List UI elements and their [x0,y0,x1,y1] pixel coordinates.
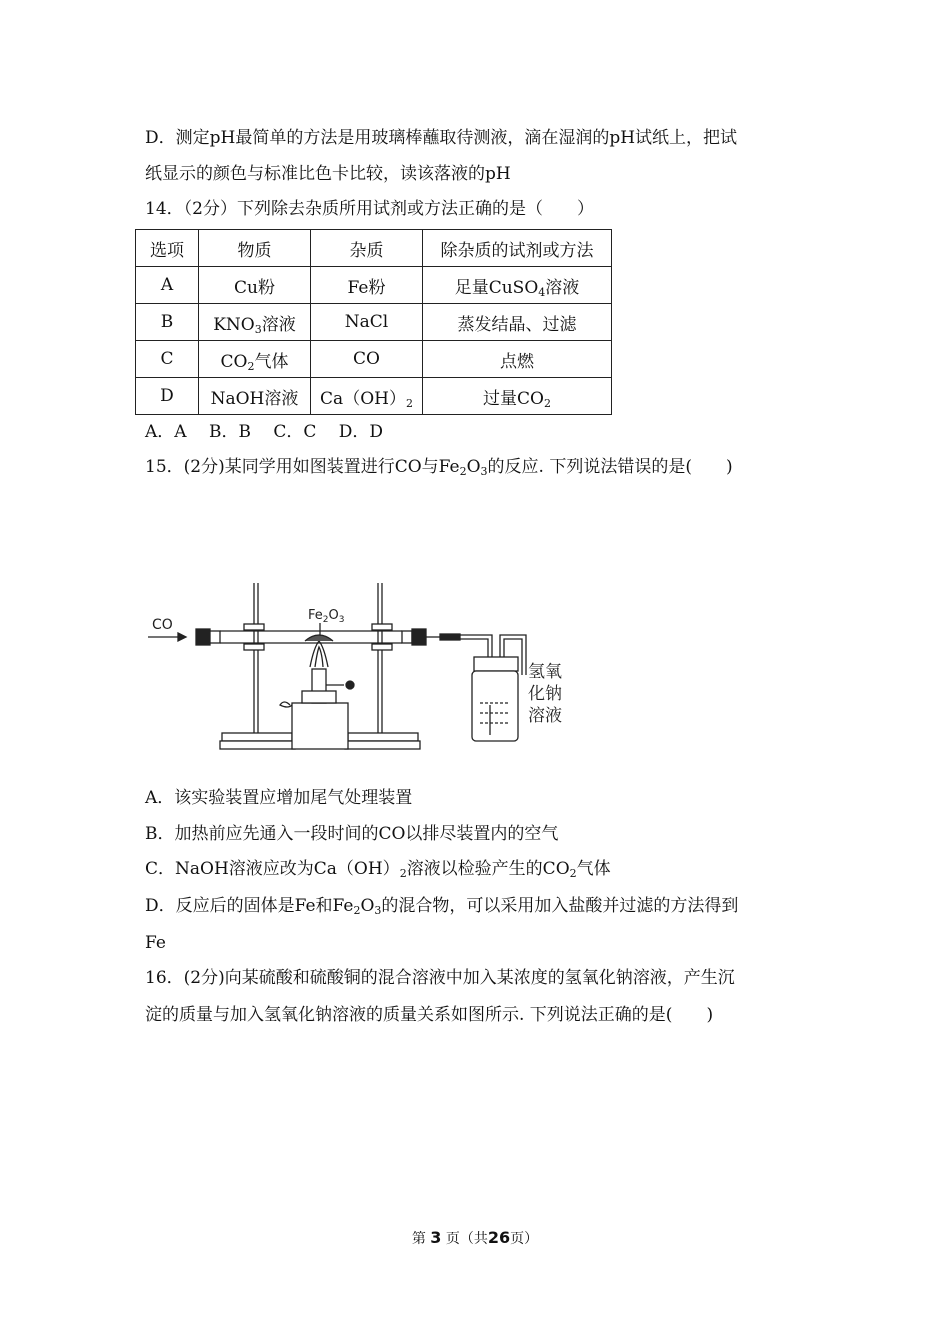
header-cell: 选项 [136,230,199,267]
option-text: 溶液以检验产生的CO [406,859,570,879]
question-16-line1: 16．(2分)向某硫酸和硫酸铜的混合溶液中加入某浓度的氢氧化钠溶液，产生沉 [145,968,735,988]
table-cell [199,341,311,378]
table-cell [136,304,199,341]
cell-subscript: 4 [538,285,546,299]
header-cell: 除杂质的试剂或方法 [423,230,612,267]
fe2o3-label-part: Fe [308,608,323,623]
option-text: C．NaOH溶液应改为Ca（OH） [145,859,400,879]
table-cell [311,341,423,378]
page-number: 3 [430,1228,442,1247]
option-text: O [360,896,375,916]
question-16-line2: 淀的质量与加入氢氧化钠溶液的质量关系如图所示. 下列说法正确的是( ) [145,1005,714,1025]
question-14-options: A．A B．B C．C D．D [145,422,384,442]
co-label: CO [152,617,173,633]
cell-text: B [160,312,174,332]
cell-text: 气体 [254,351,289,372]
subscript: 2 [569,867,577,880]
cell-text: A [160,275,174,295]
table-cell [199,378,311,415]
table-row [136,378,612,415]
table-row [136,304,612,341]
footer-text: 页（共 [445,1231,488,1247]
footer-text: 第 [411,1231,426,1247]
cell-text: D [160,386,174,406]
cell-text: C [160,349,174,369]
cell-text: 足量CuSO [454,277,539,298]
option-15b: B．加热前应先通入一段时间的CO以排尽装置内的空气 [145,824,559,844]
option-15d-line2: Fe [145,933,166,953]
table-cell [423,267,612,304]
table-cell [136,267,199,304]
option-15d [145,894,738,918]
stem-text: 15．(2分)某同学用如图装置进行CO与Fe [145,457,460,477]
cell-subscript: 3 [254,322,262,336]
cell-subscript: 2 [543,396,551,410]
option-text: 的混合物，可以采用加入盐酸并过滤的方法得到 [381,896,739,916]
table-cell [311,378,423,415]
naoh-label-line2: 化钠 [528,684,562,704]
table-cell [311,267,423,304]
option-d-line2: 纸显示的颜色与标准比色卡比较，读该落液的pH [145,164,511,184]
cell-text: 过量CO [483,388,544,409]
stem-text: 的反应. 下列说法错误的是( ) [487,457,733,477]
table-cell [311,304,423,341]
cell-text: NaOH溶液 [210,388,299,409]
option-text: D．反应后的固体是Fe和Fe [145,896,354,916]
cell-text: Cu粉 [234,277,275,298]
option-text: 气体 [576,859,611,879]
table-row [136,341,612,378]
question-15-stem [145,455,733,479]
table-cell [423,378,612,415]
table-cell [199,267,311,304]
cell-text: NaCl [344,312,389,332]
subscript: 3 [480,465,488,478]
option-15c [145,857,611,881]
subscript: 3 [374,904,382,917]
cell-text: 溶液 [545,277,580,298]
question-14-stem: 14．（2分）下列除去杂质所用试剂或方法正确的是（ ） [145,199,594,219]
apparatus-diagram [140,575,570,757]
cell-text: CO [353,349,380,369]
cell-text: CO [220,351,248,372]
cell-text: KNO [213,314,255,335]
option-15a: A．该实验装置应增加尾气处理装置 [145,788,413,808]
table-cell [136,341,199,378]
table-cell [423,341,612,378]
cell-subscript: 2 [405,396,413,410]
header-cell: 杂质 [311,230,423,267]
table-cell [199,304,311,341]
page-footer [0,1228,950,1248]
q14-table [135,229,612,415]
option-d-line1: D．测定pH最简单的方法是用玻璃棒蘸取待测液，滴在湿润的pH试纸上，把试 [145,128,738,148]
fe2o3-label-part: O [328,608,339,623]
subscript: 2 [459,465,467,478]
cell-text: 点燃 [500,351,534,372]
table-cell [423,304,612,341]
cell-text: 蒸发结晶、过滤 [457,314,577,335]
fe2o3-label-sub: 3 [338,615,345,625]
naoh-label-line1: 氢氧 [528,662,562,682]
fe2o3-label [308,608,344,625]
cell-subscript: 2 [247,359,255,373]
table-row [136,267,612,304]
page-total: 26 [487,1228,511,1247]
naoh-label-line3: 溶液 [528,706,562,726]
cell-text: 溶液 [261,314,296,335]
subscript: 2 [353,904,361,917]
cell-text: Ca（OH） [320,388,406,409]
q14-table-body [136,267,612,415]
stem-text: O [466,457,481,477]
subscript: 2 [399,867,407,880]
footer-text: 页） [510,1231,539,1247]
header-cell: 物质 [199,230,311,267]
fe2o3-label-sub: 2 [322,615,329,625]
table-header-row [136,230,612,267]
table-cell [136,378,199,415]
cell-text: Fe粉 [347,277,386,298]
